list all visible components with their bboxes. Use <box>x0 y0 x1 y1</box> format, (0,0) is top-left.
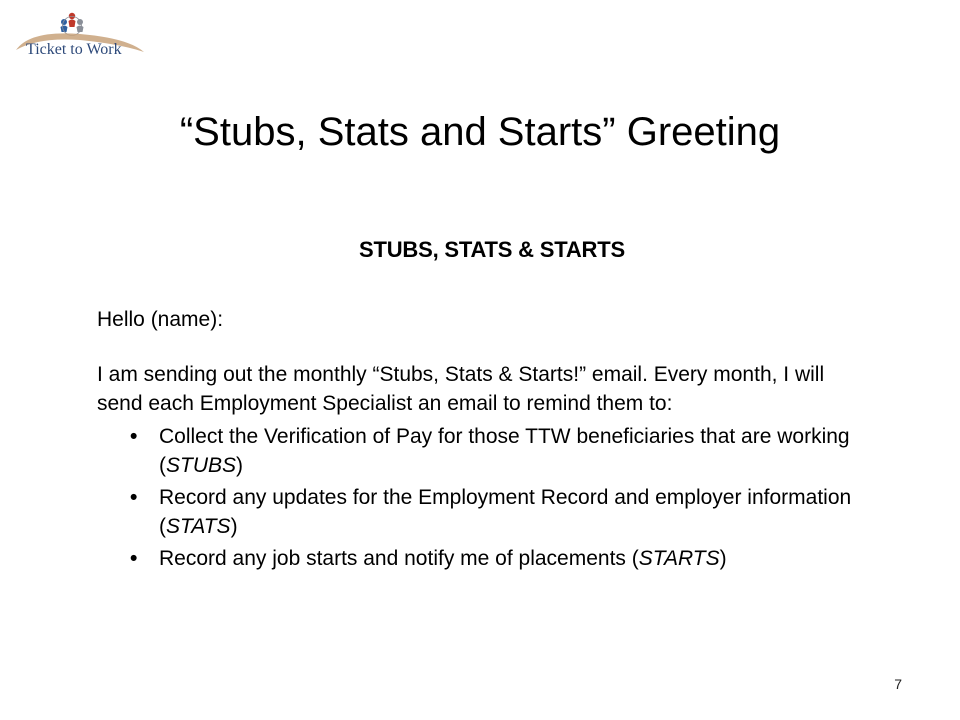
list-item-text-after: ) <box>719 547 727 570</box>
bullet-icon: • <box>130 425 138 448</box>
ticket-to-work-logo <box>10 6 150 66</box>
list-item-text-after: ) <box>236 454 244 477</box>
bullet-icon: • <box>130 547 138 570</box>
list-item-keyword: STUBS <box>166 454 237 477</box>
list-item-keyword: STATS <box>166 515 231 538</box>
list-item-text <box>159 547 727 570</box>
logo-text: Ticket to Work <box>26 41 122 58</box>
slide-title: “Stubs, Stats and Starts” Greeting <box>179 110 781 154</box>
greeting-line: Hello (name): <box>97 308 224 331</box>
list-item-text-before: Record any job starts and notify me of placements ( <box>159 547 639 570</box>
list-item-keyword: STARTS <box>638 547 720 570</box>
list-item <box>97 544 887 573</box>
reminder-list <box>97 422 887 573</box>
list-item <box>97 483 887 541</box>
logo-graphic <box>10 6 150 66</box>
intro-paragraph: I am sending out the monthly “Stubs, Stats & Starts!” email. Every month, I will send each Employment Specialist an email to remind them to: <box>97 363 825 415</box>
page-number: 7 <box>894 676 902 692</box>
list-item-text-after: ) <box>230 515 238 538</box>
document-heading: STUBS, STATS & STARTS <box>359 237 625 262</box>
list-item-text <box>159 425 850 477</box>
list-item-text-before: Record any updates for the Employment Record and employer information ( <box>159 486 852 538</box>
list-item-text-before: Collect the Verification of Pay for those TTW beneficiaries that are working ( <box>159 425 850 477</box>
list-item <box>97 422 887 480</box>
logo-people-icon <box>61 13 84 36</box>
list-item-text <box>159 486 851 538</box>
email-template-document <box>97 236 887 576</box>
bullet-icon: • <box>130 486 138 509</box>
